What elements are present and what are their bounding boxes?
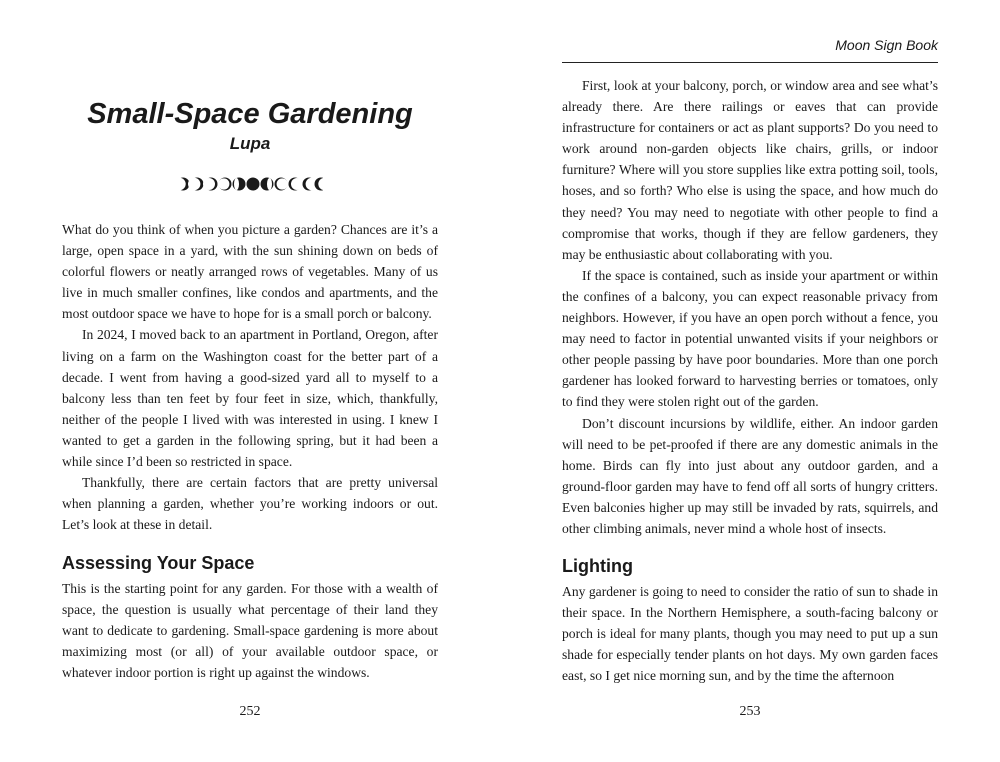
- chapter-author: Lupa: [229, 134, 271, 153]
- chapter-title: Small-Space Gardening: [87, 98, 413, 130]
- intro-text: [62, 219, 438, 535]
- paragraph: In 2024, I moved back to an apartment in Portland, Oregon, after living on a farm on the Washington coast for the better part of a decade. I went from having a good-sized yard all to myself to a balcony less than ten feet by four feet in size, which, thankfully, neither of the people I lived with was interested in using. I knew I wanted to get a garden in the following spring, but it had been a while since I’d been so restricted in space.: [62, 327, 438, 470]
- section-text: [562, 581, 938, 686]
- moon-phases-icon: [177, 176, 323, 192]
- paragraph: First, look at your balcony, porch, or window area and see what’s already there. Are there railings or eaves that can provide infrastructure for containers or act as plant supports? Do you need to work around non-garden objects like chairs, grills, or indoor furniture? Where will you store supplies like extra potting soil, tools, hoses, and so forth? Who else is using the space, and how much do they need? You may need to negotiate with other people to find a compromise that works, though if they are fellow gardeners, they may be enthusiastic about collaborating with you.: [562, 78, 938, 262]
- paragraph: Thankfully, there are certain factors that are pretty universal when planning a garden, whether you’re working indoors or out. Let’s look at these in detail.: [62, 475, 438, 533]
- paragraph: Any gardener is going to need to consider the ratio of sun to shade in their space. In the Northern Hemisphere, a south-facing balcony or porch is ideal for many plants, though you may need to put up a sun shade for especially tender plants on hot days. My own garden faces east, so I get nice morning sun, and by the time the afternoon: [562, 584, 938, 684]
- body-text: [562, 75, 938, 539]
- page-number: 253: [739, 704, 761, 719]
- running-head: Moon Sign Book: [835, 37, 938, 53]
- paragraph: If the space is contained, such as inside your apartment or within the confines of a balcony, you can expect reasonable privacy from neighbors. However, if you have an open porch without a fence, you may need to factor in potential unwanted visits if your neighbors or other people passing by have poor boundaries. More than one porch gardener has looked forward to harvesting berries or tomatoes, only to find they were stolen right out of the garden.: [562, 267, 938, 410]
- section-heading: Lighting: [562, 556, 633, 576]
- page-number: 252: [239, 704, 261, 719]
- header-rule: [562, 62, 938, 63]
- paragraph: This is the starting point for any garden. For those with a wealth of space, the question is usually what percentage of their land they want to dedicate to gardening. Small-space gardening is more about maximizing most (or all) of your available outdoor space, or whatever indoor portion is right up against the windows.: [62, 581, 438, 681]
- paragraph: What do you think of when you picture a garden? Chances are it’s a large, open space in a yard, with the sun shining down on beds of colorful flowers or neatly arranged rows of vegetables. Many of us live in much smaller confines, like condos and apartments, and the most outdoor space we have to hope for is a small porch or balcony.: [62, 222, 438, 322]
- section-heading: Assessing Your Space: [62, 553, 255, 573]
- paragraph: Don’t discount incursions by wildlife, either. An indoor garden will need to be pet-proofed if there are any domestic animals in the home. Birds can fly into just about any outdoor garden, and a ground-floor garden may have to fend off all sorts of hungry critters. Even balconies higher up may still be invaded by rats, squirrels, and other climbing animals, never mind a whole host of insects.: [562, 415, 938, 536]
- right-page: [500, 0, 1000, 762]
- section-text: [62, 578, 438, 683]
